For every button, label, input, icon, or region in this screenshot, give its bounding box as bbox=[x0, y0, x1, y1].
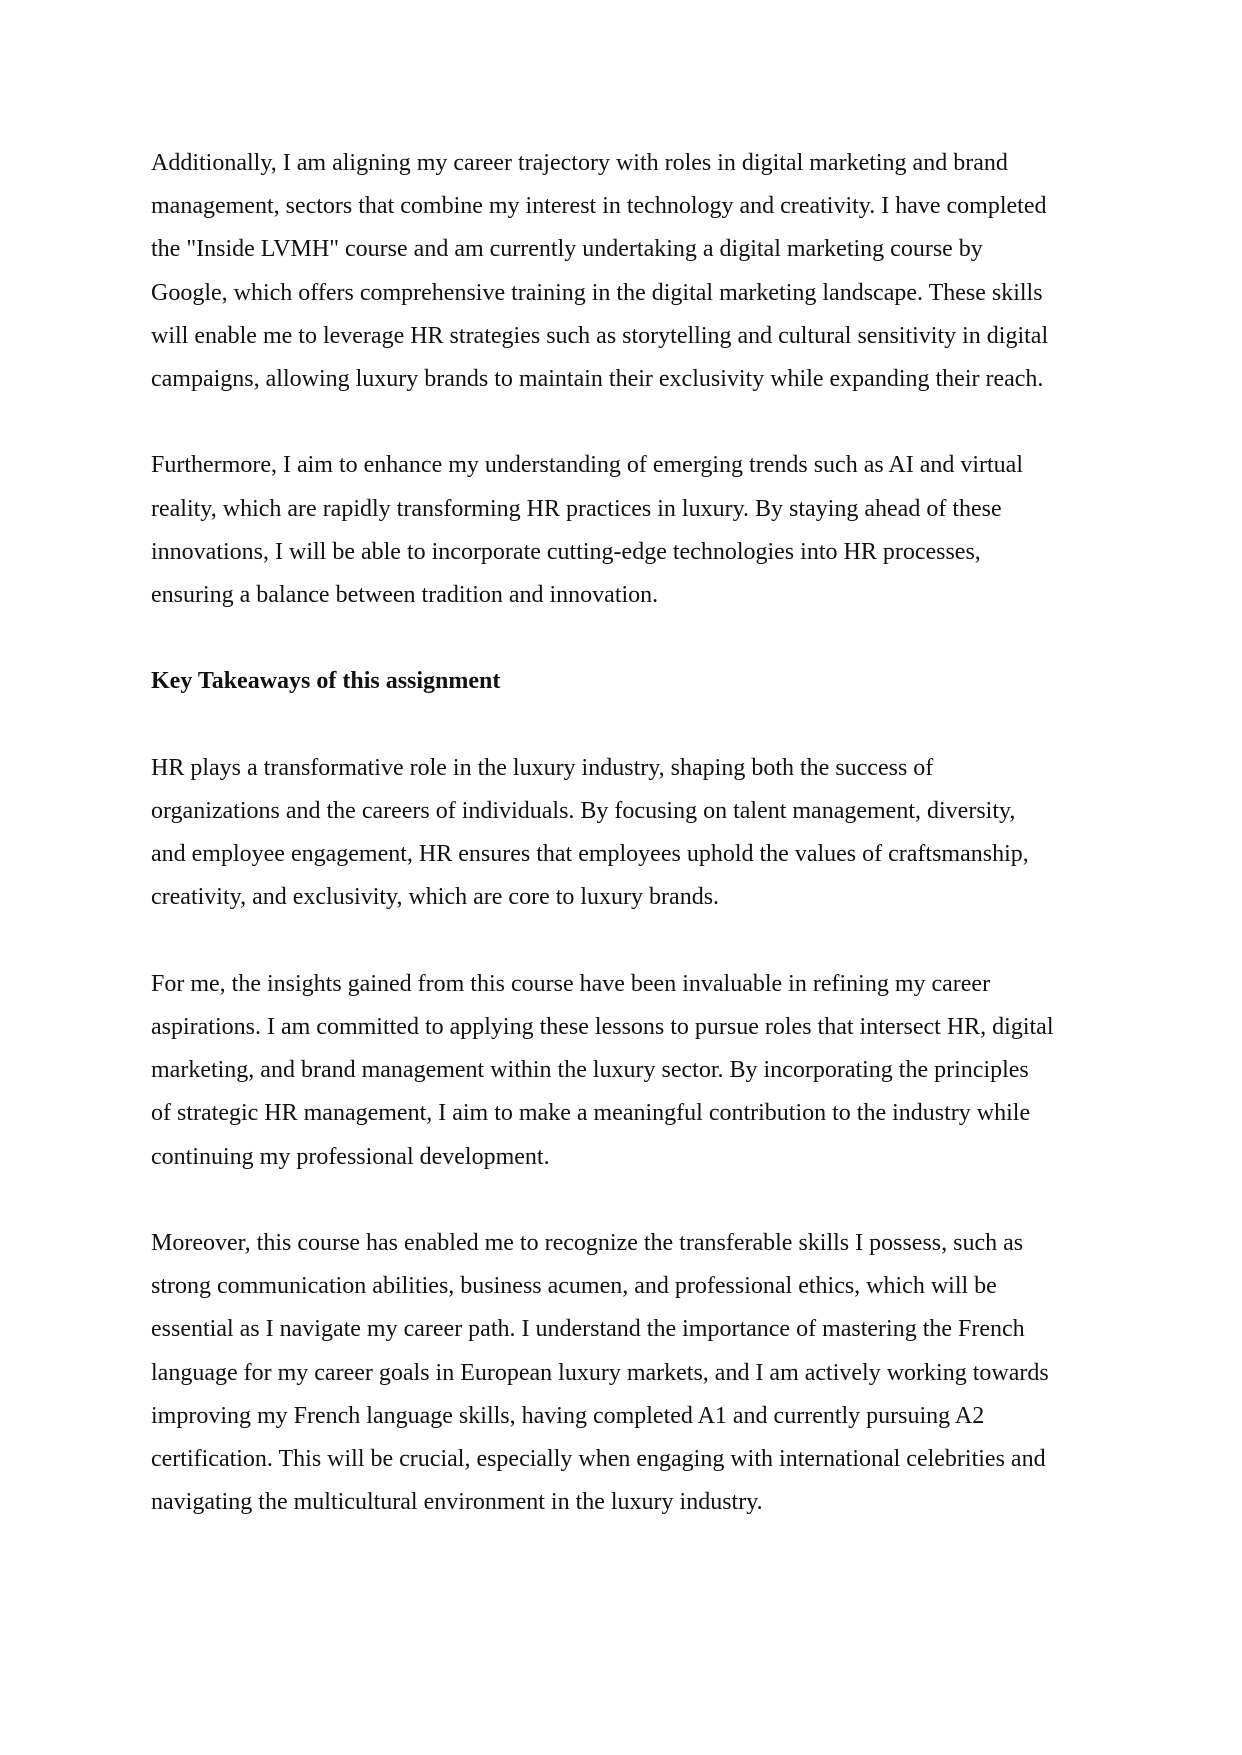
text-line: organizations and the careers of individuals. By focusing on talent management, diversity, bbox=[151, 798, 1016, 824]
text-line: improving my French language skills, having completed A1 and currently pursuing A2 bbox=[151, 1402, 985, 1429]
text-line: language for my career goals in European luxury markets, and I am actively working towards bbox=[151, 1359, 1049, 1386]
text-line: reality, which are rapidly transforming HR practices in luxury. By staying ahead of these bbox=[151, 495, 1002, 522]
paragraph-transferable-skills bbox=[151, 1222, 1111, 1524]
text-line: HR plays a transformative role in the luxury industry, shaping both the success of bbox=[151, 754, 934, 781]
text-line: will enable me to leverage HR strategies such as storytelling and cultural sensitivity in digital bbox=[151, 322, 1049, 349]
text-line: and employee engagement, HR ensures that employees uphold the values of craftsmanship, bbox=[151, 841, 1029, 868]
paragraph-emerging-trends bbox=[151, 444, 1111, 617]
text-line: Furthermore, I aim to enhance my understanding of emerging trends such as AI and virtual bbox=[151, 452, 1023, 479]
text-line: For me, the insights gained from this course have been invaluable in refining my career bbox=[151, 970, 991, 997]
text-line: Moreover, this course has enabled me to recognize the transferable skills I possess, such as bbox=[151, 1230, 1024, 1256]
text-line: ensuring a balance between tradition and innovation. bbox=[151, 582, 659, 609]
paragraph-personal-insights bbox=[151, 963, 1111, 1179]
text-line: management, sectors that combine my interest in technology and creativity. I have completed bbox=[151, 193, 1047, 220]
document-body bbox=[151, 142, 1111, 1568]
text-line: essential as I navigate my career path. I understand the importance of mastering the French bbox=[151, 1316, 1025, 1343]
text-line: certification. This will be crucial, especially when engaging with international celebrities and bbox=[151, 1446, 1046, 1473]
text-line: innovations, I will be able to incorporate cutting-edge technologies into HR processes, bbox=[151, 538, 981, 565]
text-line: Additionally, I am aligning my career trajectory with roles in digital marketing and brand bbox=[151, 150, 1008, 176]
text-line: continuing my professional development. bbox=[151, 1143, 550, 1170]
paragraph-career-trajectory bbox=[151, 142, 1111, 401]
text-line: marketing, and brand management within the luxury sector. By incorporating the principles bbox=[151, 1057, 1029, 1084]
text-line: campaigns, allowing luxury brands to maintain their exclusivity while expanding their reach. bbox=[151, 366, 1044, 393]
text-line: of strategic HR management, I aim to make a meaningful contribution to the industry while bbox=[151, 1100, 1031, 1127]
text-line: aspirations. I am committed to applying these lessons to pursue roles that intersect HR, digital bbox=[151, 1014, 1054, 1040]
text-line: navigating the multicultural environment in the luxury industry. bbox=[151, 1489, 763, 1516]
text-line: creativity, and exclusivity, which are core to luxury brands. bbox=[151, 884, 720, 911]
text-line: strong communication abilities, business acumen, and professional ethics, which will be bbox=[151, 1273, 997, 1300]
section-heading: Key Takeaways of this assignment bbox=[151, 668, 501, 695]
paragraph-hr-role bbox=[151, 747, 1111, 920]
text-line: the "Inside LVMH" course and am currently undertaking a digital marketing course by bbox=[151, 236, 983, 263]
text-line: Google, which offers comprehensive training in the digital marketing landscape. These skills bbox=[151, 279, 1043, 306]
